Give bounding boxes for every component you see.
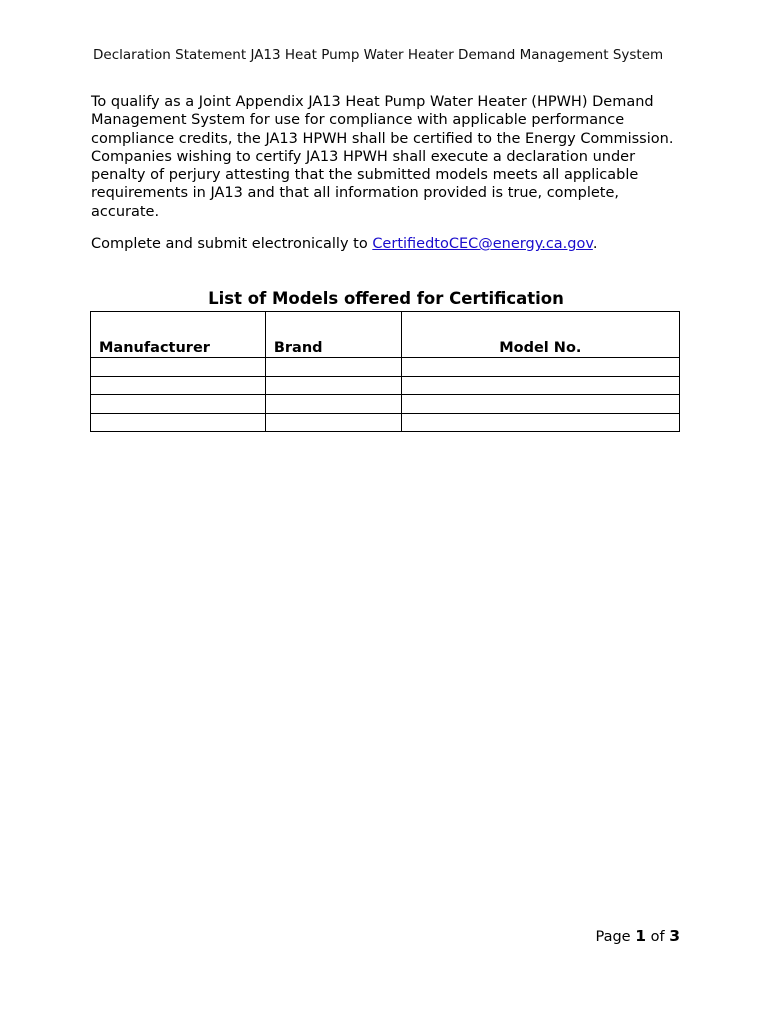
table-cell-model-no[interactable] — [401, 358, 679, 377]
document-header: Declaration Statement JA13 Heat Pump Water Heater Demand Management System — [93, 47, 664, 63]
models-table — [90, 311, 680, 432]
table-cell-model-no[interactable] — [401, 395, 679, 414]
table-cell-manufacturer[interactable] — [91, 395, 266, 414]
submit-suffix: . — [592, 236, 598, 252]
table-cell-brand[interactable] — [265, 413, 401, 432]
table-cell-brand[interactable] — [265, 376, 401, 395]
models-table-header-row — [91, 312, 680, 358]
submit-instructions — [91, 235, 691, 253]
models-table-title: List of Models offered for Certification — [208, 289, 564, 308]
table-cell-manufacturer[interactable] — [91, 413, 266, 432]
intro-paragraph: To qualify as a Joint Appendix JA13 Heat Pump Water Heater (HPWH) Demand Management System for use for compliance with applicable performance compliance credits, the JA13 HPWH shall be certified to the Energy Commission. Companies wishing to certify JA13 HPWH shall execute a declaration under penalty of perjury attesting that the submitted models meets all applicable requirements in JA13 and that all information provided is true, complete, accurate. — [91, 94, 674, 220]
column-header-brand: Brand — [265, 312, 401, 358]
total-pages-number: 3 — [669, 927, 680, 945]
page-number — [560, 927, 680, 946]
table-row — [91, 413, 680, 432]
table-row — [91, 358, 680, 377]
table-row — [91, 376, 680, 395]
table-cell-manufacturer[interactable] — [91, 358, 266, 377]
page-label: Page — [595, 929, 631, 945]
table-cell-manufacturer[interactable] — [91, 376, 266, 395]
table-cell-model-no[interactable] — [401, 413, 679, 432]
table-cell-model-no[interactable] — [401, 376, 679, 395]
table-row — [91, 395, 680, 414]
submit-prefix: Complete and submit electronically to — [91, 236, 373, 252]
current-page-number: 1 — [635, 927, 646, 945]
email-link[interactable]: CertifiedtoCEC@energy.ca.gov — [372, 236, 593, 252]
table-cell-brand[interactable] — [265, 395, 401, 414]
column-header-manufacturer: Manufacturer — [91, 312, 266, 358]
column-header-model-no: Model No. — [401, 312, 679, 358]
page-of-label: of — [650, 929, 665, 945]
table-cell-brand[interactable] — [265, 358, 401, 377]
